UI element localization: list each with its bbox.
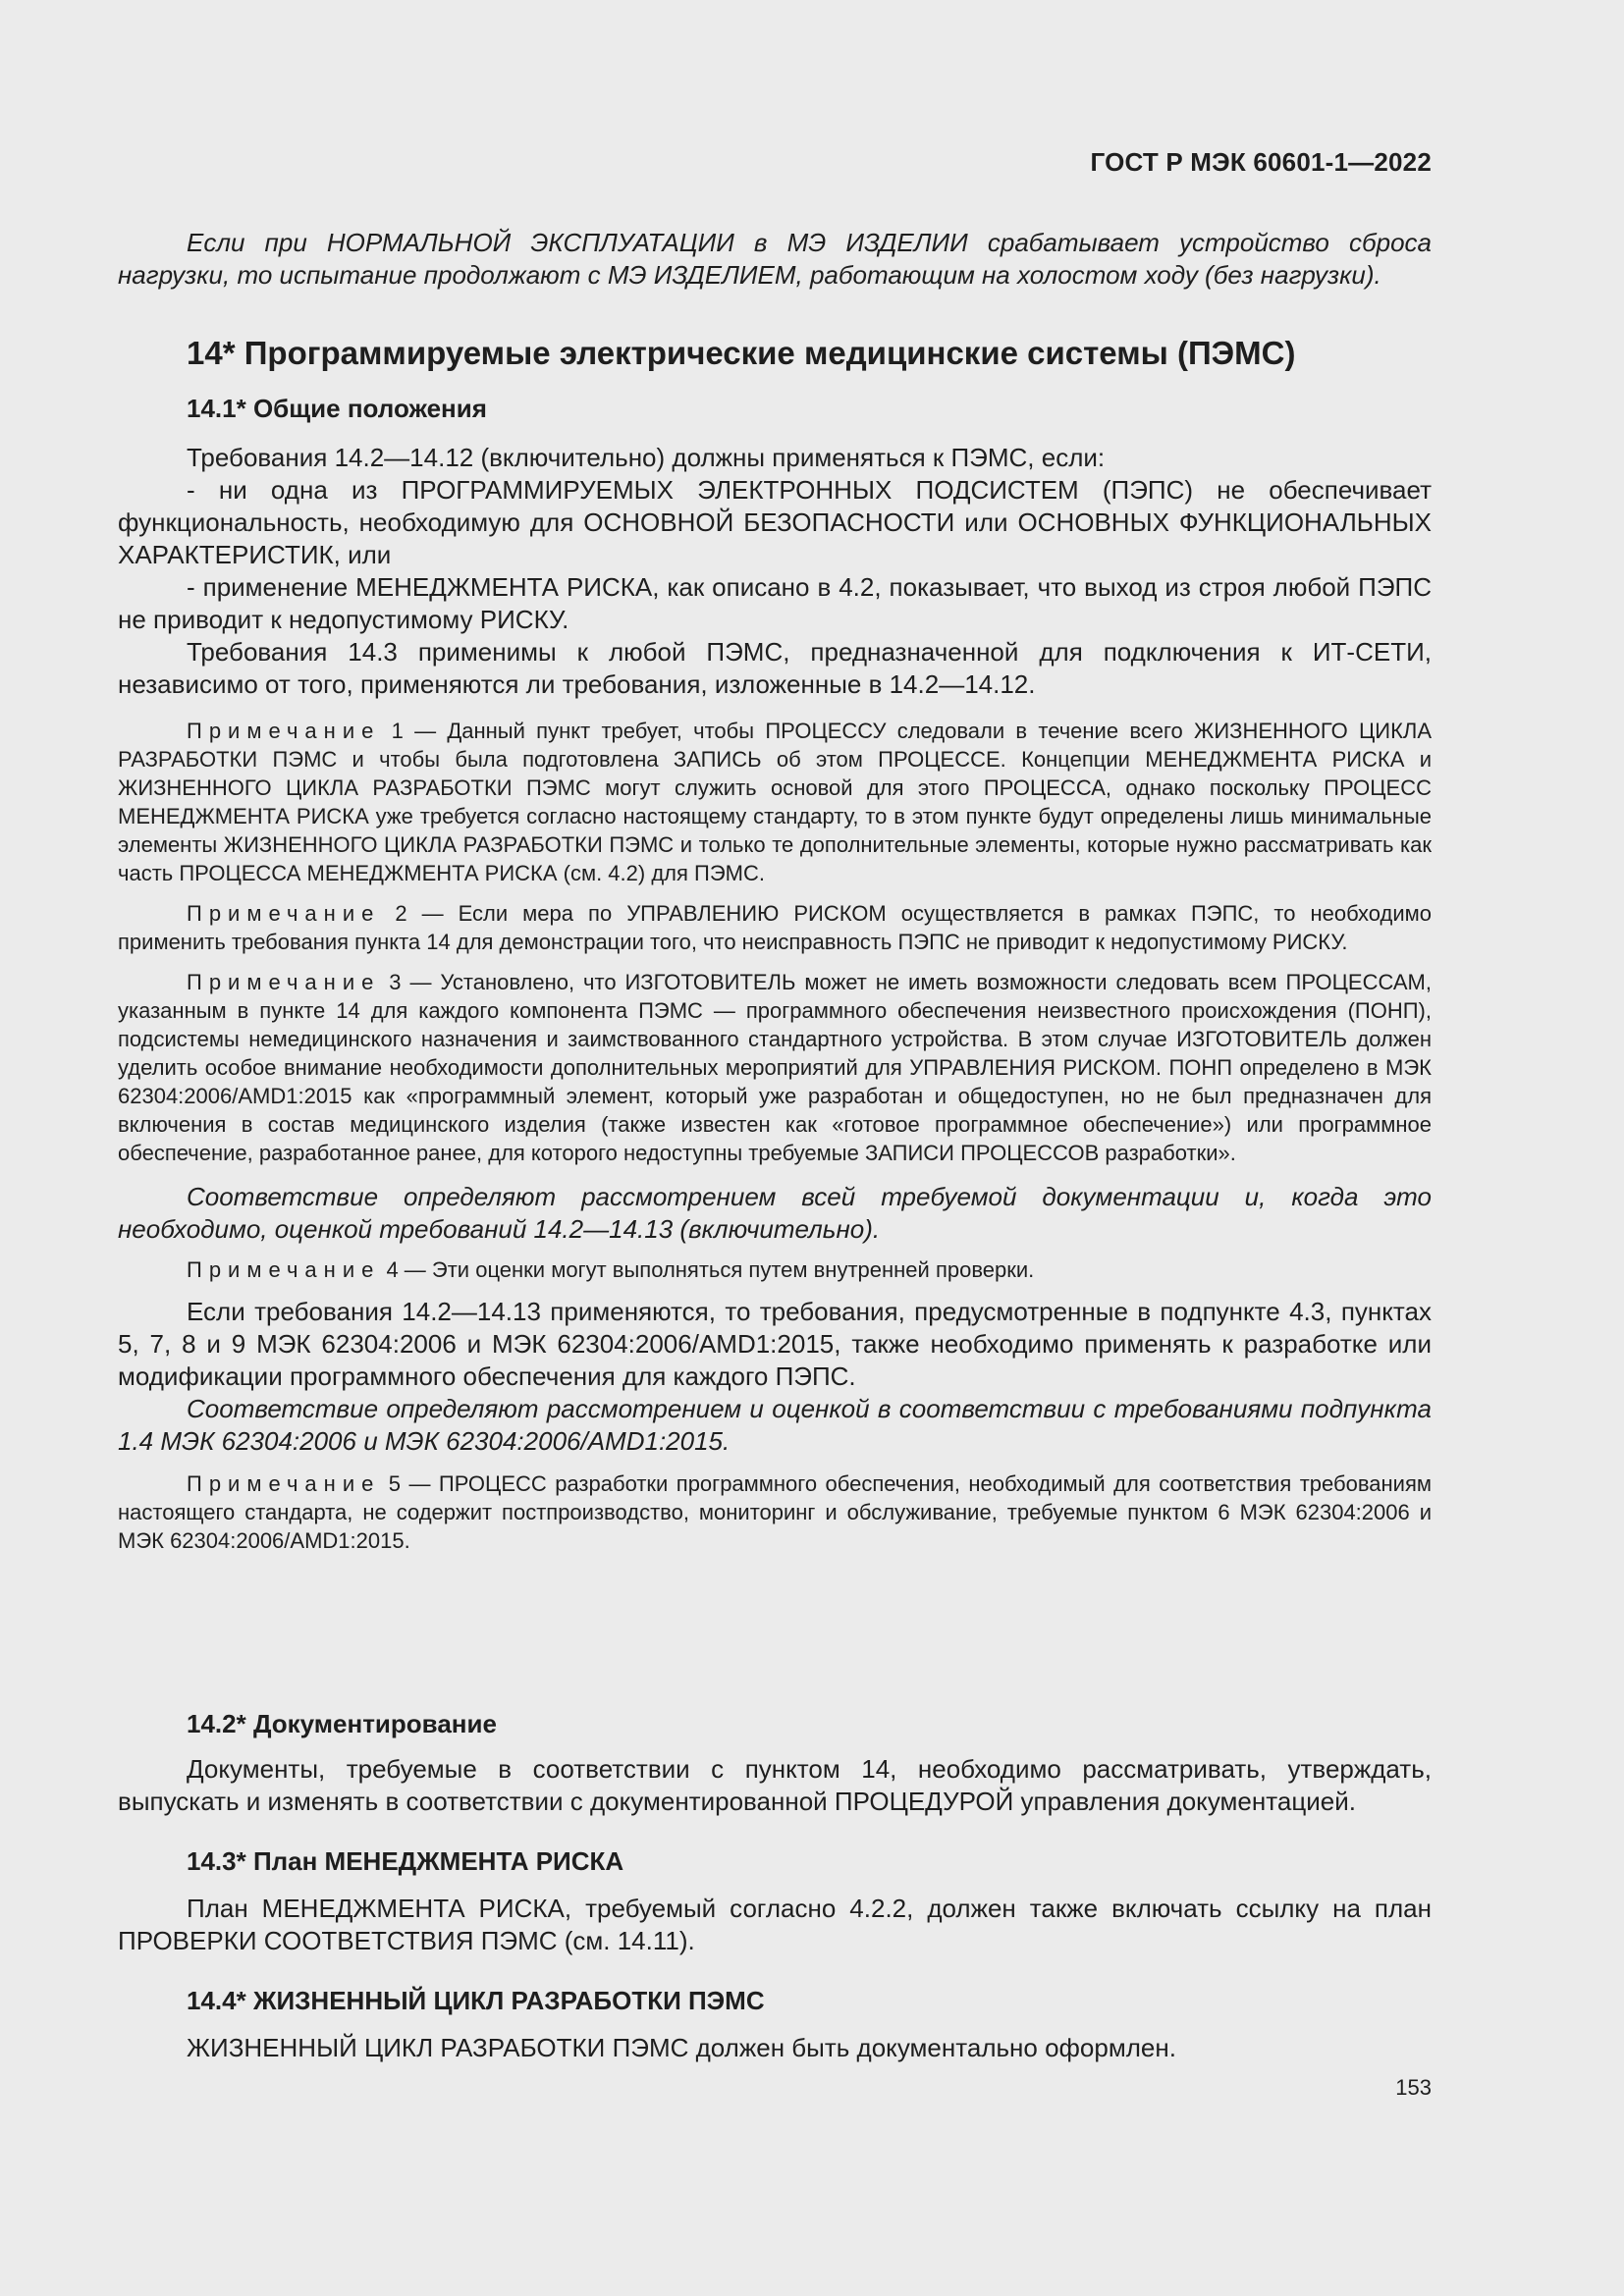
section-14-3-paragraph: План МЕНЕДЖМЕНТА РИСКА, требуемый согласно 4.2.2, должен также включать ссылку на план ПРОВЕРКИ СООТВЕТСТВИЯ ПЭМС (см. 14.11). — [118, 1894, 1432, 1955]
section-14-title: 14* Программируемые электрические медицинские системы (ПЭМС) — [187, 335, 1296, 371]
note-text: 5 — ПРОЦЕСС разработки программного обеспечения, необходимый для соответствия требованиям настоящего стандарта, не содержит постпроизводство, мониторинг и обслуживание, требуемые пунктом 6 МЭК 62304:2006 и МЭК 62304:2006/AMD1:2015. — [118, 1471, 1432, 1553]
note-label: Примечание — [187, 719, 381, 743]
section-14-1-title: 14.1* Общие положения — [187, 394, 487, 423]
section-14-4-paragraph: ЖИЗНЕННЫЙ ЦИКЛ РАЗРАБОТКИ ПЭМС должен быть документально оформлен. — [187, 2033, 1176, 2062]
section-14-3-title: 14.3* План МЕНЕДЖМЕНТА РИСКА — [187, 1846, 624, 1876]
note-text: 4 — Эти оценки могут выполняться путем внутренней проверки. — [380, 1257, 1035, 1282]
note-2 — [118, 899, 1432, 956]
intro-paragraph: Если при НОРМАЛЬНОЙ ЭКСПЛУАТАЦИИ в МЭ ИЗДЕЛИИ срабатывает устройство сброса нагрузки, то испытание продолжают с МЭ ИЗДЕЛИЕМ, работающим на холостом ходу (без нагрузки). — [118, 228, 1432, 290]
notes-block — [118, 717, 1432, 1555]
paragraph: Требования 14.2—14.12 (включительно) должны применяться к ПЭМС, если: — [187, 443, 1106, 472]
note-5 — [118, 1469, 1432, 1555]
page-number: 153 — [1395, 2075, 1432, 2100]
note-label: Примечание — [187, 970, 381, 994]
section-14-2-paragraph: Документы, требуемые в соответствии с пунктом 14, необходимо рассматривать, утверждать, выпускать и изменять в соответствии с документированной ПРОЦЕДУРОЙ управления документацией. — [118, 1754, 1432, 1816]
note-4 — [118, 1255, 1432, 1284]
section-14-2-title: 14.2* Документирование — [187, 1709, 497, 1738]
note-3 — [118, 968, 1432, 1167]
section-14-1-body — [118, 442, 1432, 701]
note-1 — [118, 717, 1432, 887]
list-item: - ни одна из ПРОГРАММИРУЕМЫХ ЭЛЕКТРОННЫХ ПОДСИСТЕМ (ПЭПС) не обеспечивает функциональность, необходимую для ОСНОВНОЙ БЕЗОПАСНОСТИ или ОСНОВНЫХ ФУНКЦИОНАЛЬНЫХ ХАРАКТЕРИСТИК, или — [118, 475, 1432, 569]
note-label: Примечание — [187, 1471, 381, 1496]
note-text: 1 — Данный пункт требует, чтобы ПРОЦЕССУ следовали в течение всего ЖИЗНЕННОГО ЦИКЛА РАЗРАБОТКИ ПЭМС и чтобы была подготовлена ЗАПИСЬ об этом ПРОЦЕССЕ. Концепции МЕНЕДЖМЕНТА РИСКА и ЖИЗНЕННОГО ЦИКЛА РАЗРАБОТКИ ПЭМС могут служить основой для этого ПРОЦЕССА, однако поскольку ПРОЦЕСС МЕНЕДЖМЕНТА РИСКА уже требуется согласно настоящему стандарту, то в этом пункте будут определены лишь минимальные элементы ЖИЗНЕННОГО ЦИКЛА РАЗРАБОТКИ ПЭМС и только те дополнительные элементы, которые нужно рассматривать как часть ПРОЦЕССА МЕНЕДЖМЕНТА РИСКА (см. 4.2) для ПЭМС. — [118, 719, 1432, 885]
note-text: 3 — Установлено, что ИЗГОТОВИТЕЛЬ может не иметь возможности следовать всем ПРОЦЕССАМ, указанным в пункте 14 для каждого компонента ПЭМС — программного обеспечения неизвестного происхождения (ПОНП), подсистемы немедицинского назначения и заимствованного стандартного устройства. В этом случае ИЗГОТОВИТЕЛЬ должен уделить особое внимание необходимости дополнительных мероприятий для УПРАВЛЕНИЯ РИСКОМ. ПОНП определено в МЭК 62304:2006/AMD1:2015 как «программный элемент, который уже разработан и общедоступен, но не был предназначен для включения в состав медицинского изделия (также известен как «готовое программное обеспечение») или программное обеспечение, разработанное ранее, для которого недоступны требуемые ЗАПИСИ ПРОЦЕССОВ разработки». — [118, 970, 1432, 1165]
standard-header: ГОСТ Р МЭК 60601-1—2022 — [1090, 147, 1432, 177]
note-label: Примечание — [187, 901, 381, 926]
note-label: Примечание — [187, 1257, 381, 1282]
compliance-paragraph: Соответствие определяют рассмотрением и оценкой в соответствии с требованиями подпункта 1.4 МЭК 62304:2006 и МЭК 62304:2006/AMD1:2015. — [118, 1394, 1432, 1456]
note-text: 2 — Если мера по УПРАВЛЕНИЮ РИСКОМ осуществляется в рамках ПЭПС, то необходимо применить требования пункта 14 для демонстрации того, что неисправность ПЭПС не приводит к недопустимому РИСКУ. — [118, 901, 1432, 954]
section-14-4-title: 14.4* ЖИЗНЕННЫЙ ЦИКЛ РАЗРАБОТКИ ПЭМС — [187, 1986, 765, 2015]
compliance-paragraph: Соответствие определяют рассмотрением всей требуемой документации и, когда это необходимо, оценкой требований 14.2—14.13 (включительно). — [118, 1182, 1432, 1244]
paragraph: Если требования 14.2—14.13 применяются, то требования, предусмотренные в подпункте 4.3, пунктах 5, 7, 8 и 9 МЭК 62304:2006 и МЭК 62304:2006/AMD1:2015, также необходимо применять к разработке или модификации программного обеспечения для каждого ПЭПС. — [118, 1297, 1432, 1391]
list-item: - применение МЕНЕДЖМЕНТА РИСКА, как описано в 4.2, показывает, что выход из строя любой ПЭПС не приводит к недопустимому РИСКУ. — [118, 572, 1432, 634]
paragraph: Требования 14.3 применимы к любой ПЭМС, предназначенной для подключения к ИТ-СЕТИ, независимо от того, применяются ли требования, изложенные в 14.2—14.12. — [118, 637, 1432, 699]
